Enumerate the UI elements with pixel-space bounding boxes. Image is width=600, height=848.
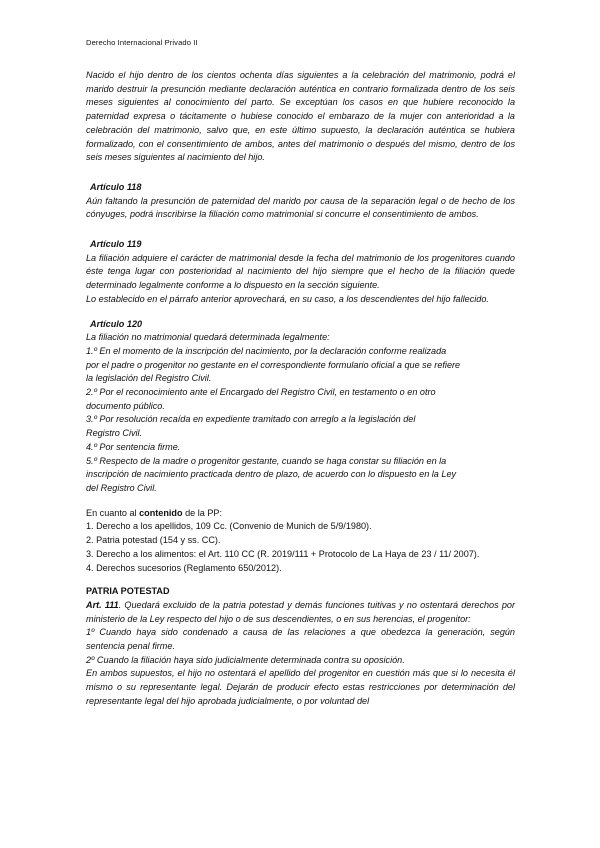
article-120-line: del Registro Civil. [86, 482, 157, 493]
article-111-label: Art. 111 [86, 599, 119, 610]
article-120-line: Registro Civil. [86, 428, 143, 439]
article-111-text: Art. 111. Quedará excluido de la patria potestad y demás funciones tuitivas y no ostentará derechos por ministerio de la Ley respecto del hijo o de sus descendientes, o en sus herencias, el progenitor: [86, 599, 515, 624]
article-119-paragraph-1: La filiación adquiere el carácter de matrimonial desde la fecha del matrimonio de los progenitores cuando éste tenga lugar con posterioridad al nacimiento del hijo siempre que el hecho de la filiación quede determinado legalmente conforme a lo dispuesto en la sección siguiente. [86, 252, 515, 291]
contenido-item: 4. Derechos sucesorios (Reglamento 650/2012). [86, 562, 282, 573]
running-header: Derecho Internacional Privado II [86, 38, 198, 47]
document-body [86, 69, 515, 709]
article-111-item-2: 2º Cuando la filiación haya sido judicialmente determinada contra su oposición. [86, 654, 405, 665]
article-111-item-1: 1º Cuando haya sido condenado a causa de las relaciones a que obedezca la generación, según sentencia penal firme. [86, 627, 515, 652]
article-118-title: Artículo 118 [90, 181, 142, 192]
article-120-line: inscripción de nacimiento practicada dentro de plazo, de acuerdo con lo dispuesto en la Ley [86, 469, 457, 480]
article-120-line: 4.º Por sentencia firme. [86, 441, 181, 452]
article-120-title: Artículo 120 [90, 318, 143, 329]
patria-potestad-heading: PATRIA POTESTAD [86, 586, 170, 597]
article-120-line: por el padre o progenitor no gestante en el correspondiente formulario oficial a que se refiere [86, 359, 461, 370]
contenido-item: 3. Derecho a los alimentos: el Art. 110 CC (R. 2019/111 + Protocolo de La Haya de 23 / 11/ 2007). [86, 548, 480, 559]
contenido-item: 2. Patria potestad (154 y ss. CC). [86, 535, 221, 546]
article-111-closing: En ambos supuestos, el hijo no ostentará el apellido del progenitor en cuestión más que si lo necesita él mismo o su representante legal. Dejarán de producir efecto estas restricciones por determinación del representante legal del hijo aprobada judicialmente, o por voluntad del [86, 668, 515, 706]
article-119-paragraph-2: Lo establecido en el párrafo anterior aprovechará, en su caso, a los descendientes del hijo fallecido. [86, 293, 489, 304]
article-120-line: 2.º Por el reconocimiento ante el Encargado del Registro Civil, en testamento o en otro [86, 387, 436, 398]
contenido-lead: En cuanto al contenido de la PP: [86, 507, 222, 518]
article-120-line: 3.º Por resolución recaída en expediente tramitado con arreglo a la legislación del [86, 414, 416, 425]
article-120-line: 5.º Respecto de la madre o progenitor gestante, cuando se haga constar su filiación en la [86, 455, 447, 466]
article-118-text: Aún faltando la presunción de paternidad del marido por causa de la separación legal o de hecho de los cónyuges, podrá inscribirse la filiación como matrimonial si concurre el consentimiento de ambos. [86, 195, 515, 220]
intro-paragraph: Nacido el hijo dentro de los cientos ochenta días siguientes a la celebración del matrimonio, podrá el marido destruir la presunción mediante declaración auténtica en contrario formalizada dentro de los seis meses siguientes al conocimiento del parto. Se exceptúan los casos en que hubiere reconocido la paternidad expresa o tácitamente o hubiese conocido el embarazo de la mujer con anterioridad a la celebración del matrimonio, salvo que, en este último supuesto, la declaración auténtica se hubiera formalizado, con el consentimiento de ambos, antes del matrimonio o después del mismo, dentro de los seis meses siguientes al nacimiento del hijo. [86, 70, 515, 163]
article-120-line: La filiación no matrimonial quedará determinada legalmente: [86, 332, 330, 343]
article-120-line: la legislación del Registro Civil. [86, 373, 212, 384]
contenido-bold: contenido [139, 507, 183, 518]
article-120-body [86, 331, 515, 495]
article-120-line: documento público. [86, 400, 165, 411]
article-120-line: 1.º En el momento de la inscripción del nacimiento, por la declaración conforme realizada [86, 345, 447, 356]
article-119-title: Artículo 119 [90, 239, 142, 250]
contenido-item: 1. Derecho a los apellidos, 109 Cc. (Convenio de Munich de 5/9/1980). [86, 521, 372, 532]
